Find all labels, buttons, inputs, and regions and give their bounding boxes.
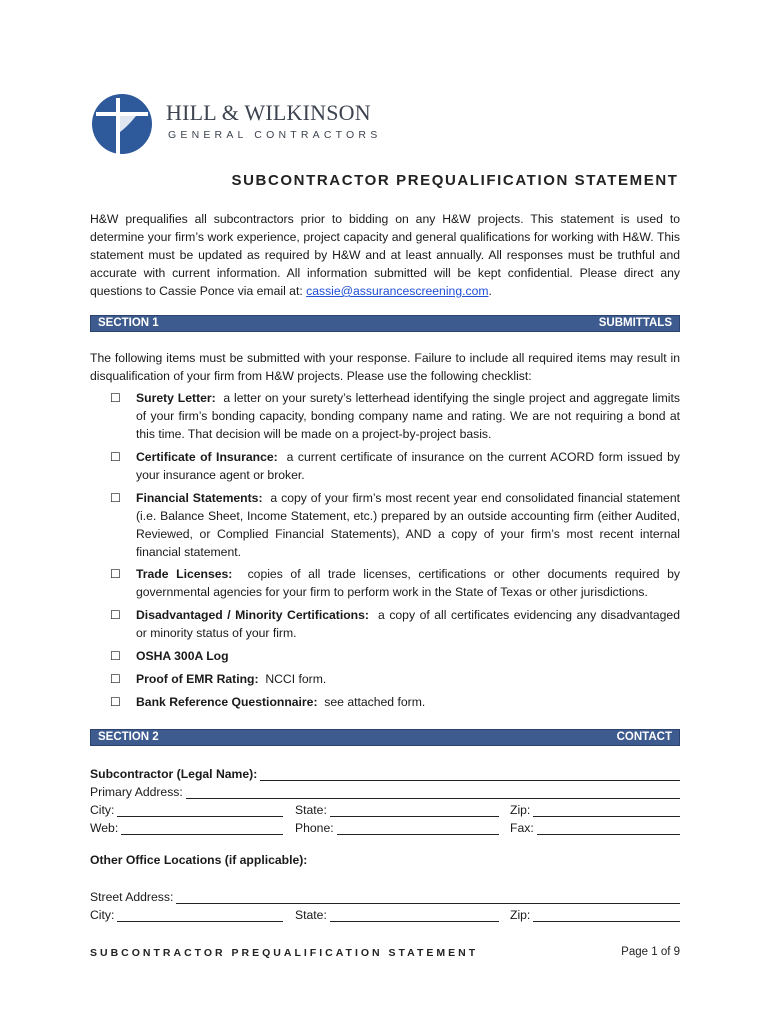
document-title: SUBCONTRACTOR PREQUALIFICATION STATEMENT (231, 172, 679, 189)
checklist-item-osha (110, 647, 680, 665)
item-label: Surety Letter: (136, 391, 216, 405)
checkbox-icon[interactable]: ☐ (110, 608, 121, 622)
intro-paragraph (90, 210, 680, 300)
checkbox-icon[interactable]: ☐ (110, 672, 121, 686)
other-offices-heading: Other Office Locations (if applicable): (90, 853, 308, 867)
page-number: Page 1 of 9 (621, 946, 680, 958)
legal-name-line[interactable] (260, 767, 680, 781)
state-label: State: (295, 803, 327, 817)
phone-line[interactable] (337, 821, 499, 835)
web-field[interactable] (90, 817, 283, 835)
street-address-field[interactable] (90, 886, 680, 904)
item-label: Disadvantaged / Minority Certifications: (136, 608, 369, 622)
other-state-label: State: (295, 908, 327, 922)
other-state-field[interactable] (295, 904, 499, 922)
state-field[interactable] (295, 799, 499, 817)
item-text: a copy of your firm’s most recent year end consolidated financial statement (i.e. Balance Sheet, Income Statement, etc.) prepared by an outside accounting firm (either Audited, Reviewed, or Complied Financial Statements), AND a copy of your firm’s most recent internal financial statement. (136, 491, 680, 559)
web-phone-fax-row (90, 817, 680, 835)
city-state-zip-row (90, 799, 680, 817)
web-label: Web: (90, 821, 119, 835)
section1-name: SUBMITTALS (598, 317, 672, 329)
street-address-label: Street Address: (90, 890, 174, 904)
fax-field[interactable] (510, 817, 680, 835)
checkbox-icon[interactable]: ☐ (110, 491, 121, 505)
primary-address-line[interactable] (186, 785, 680, 799)
item-text: a copy of all certificates evidencing any disadvantaged or minority status of your firm. (136, 608, 680, 640)
checkbox-icon[interactable]: ☐ (110, 649, 121, 663)
legal-name-label: Subcontractor (Legal Name): (90, 767, 258, 781)
legal-name-field[interactable] (90, 763, 680, 781)
logo-subtitle: GENERAL CONTRACTORS (168, 129, 382, 141)
web-line[interactable] (121, 821, 283, 835)
item-label: Proof of EMR Rating: (136, 672, 259, 686)
street-address-line[interactable] (176, 890, 680, 904)
footer-title: SUBCONTRACTOR PREQUALIFICATION STATEMENT (90, 947, 479, 959)
street-address-row (90, 886, 680, 904)
city-label: City: (90, 803, 115, 817)
item-text: a letter on your surety’s letterhead identifying the single project and aggregate limits of your firm’s bonding capacity, bonding company name and rating. We are not requiring a bond at this time. That decision will be made on a project-by-project basis. (136, 391, 680, 441)
section2-header (90, 729, 680, 746)
fax-line[interactable] (537, 821, 680, 835)
item-label: OSHA 300A Log (136, 649, 229, 663)
zip-line[interactable] (533, 803, 680, 817)
other-city-field[interactable] (90, 904, 283, 922)
other-zip-line[interactable] (533, 908, 680, 922)
section1-header (90, 315, 680, 332)
item-label: Trade Licenses: (136, 567, 233, 581)
item-text: copies of all trade licenses, certifications or other documents required by governmental agencies for your firm to perform work in the State of Texas or other jurisdictions. (136, 567, 680, 599)
other-city-state-zip-row (90, 904, 680, 922)
checklist-item-emr (110, 670, 680, 688)
other-zip-field[interactable] (510, 904, 680, 922)
primary-address-row (90, 781, 680, 799)
intro-text: H&W prequalifies all subcontractors prior to bidding on any H&W projects. This statement is used to determine your firm’s work experience, project capacity and general qualifications for working with H&W. This statement must be updated as required by H&W and at least annually. All responses must be truthful and accurate with current information. All information submitted will be kept confidential. Please direct any questions to Cassie Ponce via email at: (90, 212, 680, 298)
company-logo (90, 92, 382, 156)
checkbox-icon[interactable]: ☐ (110, 567, 121, 581)
other-state-line[interactable] (330, 908, 499, 922)
other-zip-label: Zip: (510, 908, 531, 922)
fax-label: Fax: (510, 821, 534, 835)
phone-label: Phone: (295, 821, 334, 835)
checkbox-icon[interactable]: ☐ (110, 695, 121, 709)
intro-end: . (488, 284, 492, 298)
primary-address-label: Primary Address: (90, 785, 183, 799)
primary-address-field[interactable] (90, 781, 680, 799)
section2-name: CONTACT (616, 731, 672, 743)
city-field[interactable] (90, 799, 283, 817)
item-label: Bank Reference Questionnaire: (136, 695, 318, 709)
other-city-label: City: (90, 908, 115, 922)
zip-label: Zip: (510, 803, 531, 817)
state-line[interactable] (330, 803, 499, 817)
other-city-line[interactable] (117, 908, 283, 922)
item-label: Financial Statements: (136, 491, 263, 505)
item-label: Certificate of Insurance: (136, 450, 278, 464)
checklist-item-bank (110, 693, 680, 711)
logo-cross-icon (90, 92, 154, 156)
phone-field[interactable] (295, 817, 499, 835)
contact-email-link[interactable]: cassie@assurancescreening.com (306, 284, 489, 298)
checklist-item-licenses (110, 565, 680, 601)
legal-name-row (90, 763, 680, 781)
section1-label: SECTION 1 (98, 317, 159, 329)
item-text: see attached form. (324, 695, 426, 709)
checklist-item-minority (110, 606, 680, 642)
section2-label: SECTION 2 (98, 731, 159, 743)
logo-name: HILL & WILKINSON (166, 100, 371, 125)
section1-intro: The following items must be submitted with your response. Failure to include all required items may result in disqualification of your firm from H&W projects. Please use the following checklist: (90, 351, 680, 383)
item-text: NCCI form. (265, 672, 327, 686)
checkbox-icon[interactable]: ☐ (110, 391, 121, 405)
checklist-item-financials (110, 489, 680, 561)
checkbox-icon[interactable]: ☐ (110, 450, 121, 464)
checklist-item-insurance (110, 448, 680, 484)
zip-field[interactable] (510, 799, 680, 817)
city-line[interactable] (117, 803, 283, 817)
checklist-item-surety (110, 389, 680, 443)
item-text: a current certificate of insurance on the current ACORD form issued by your insurance agent or broker. (136, 450, 680, 482)
